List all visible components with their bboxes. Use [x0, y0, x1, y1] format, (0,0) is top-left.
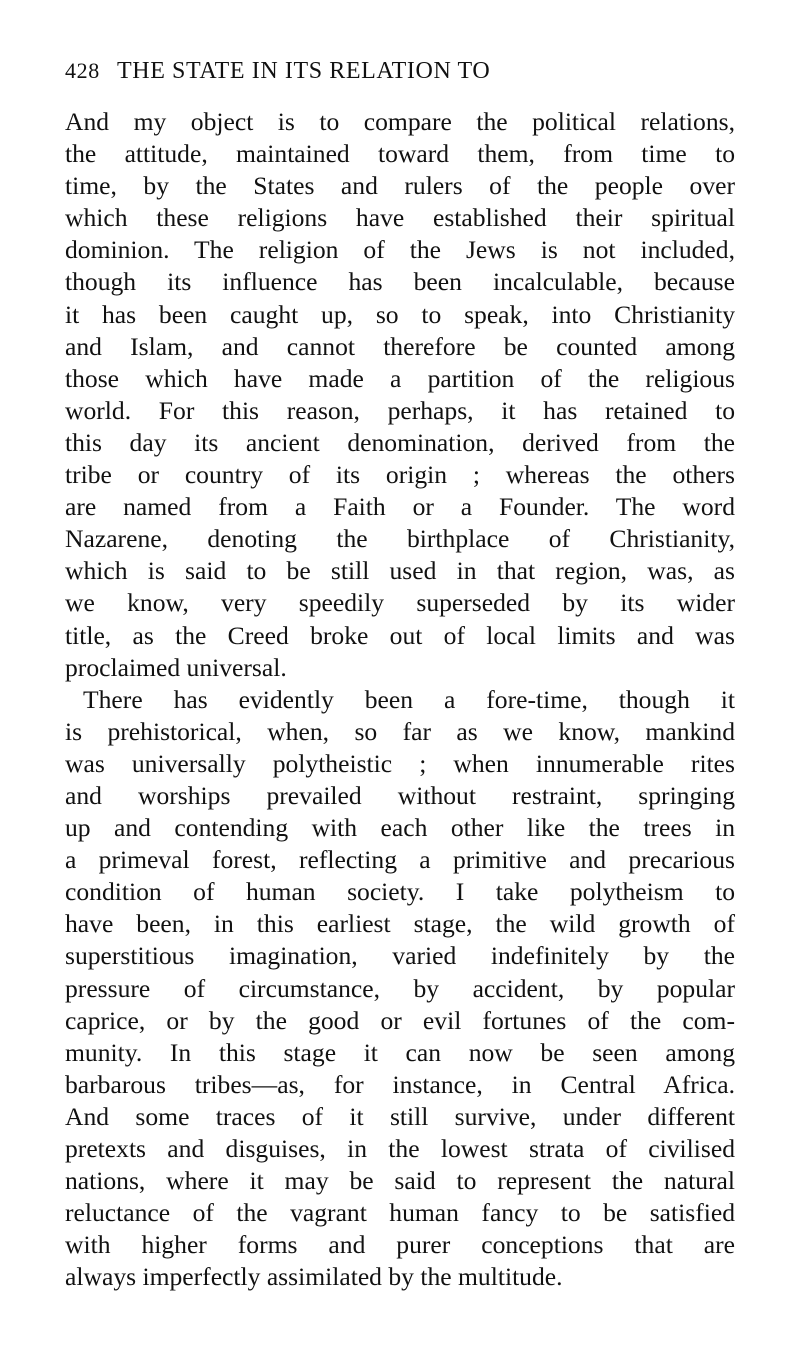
text-line: a primeval forest, reflecting a primitive and precarious: [65, 845, 735, 875]
text-line: pretexts and disguises, in the lowest strata of civilised: [65, 1134, 735, 1163]
text-line: though its influence has been incalculable, because: [65, 267, 735, 297]
text-line: reluctance of the vagrant human fancy to be satisfied: [65, 1198, 735, 1228]
text-line: this day its ancient denomination, derived from the: [65, 427, 735, 457]
text-line: title, as the Creed broke out of local limits and was: [65, 620, 735, 650]
text-line: caprice, or by the good or evil fortunes of the com-: [65, 1005, 735, 1035]
text-line: have been, in this earliest stage, the wild growth of: [65, 909, 735, 939]
text-line: it has been caught up, so to speak, into Christianity: [65, 299, 735, 329]
text-line: up and contending with each other like the trees in: [65, 813, 735, 843]
text-line: munity. In this stage it can now be seen among: [65, 1037, 735, 1067]
text-line: which these religions have established their spiritual: [65, 203, 735, 233]
text-line: There has evidently been a fore-time, though it: [83, 684, 735, 714]
text-line: condition of human society. I take polytheism to: [65, 877, 735, 907]
text-line: superstitious imagination, varied indefinitely by the: [65, 941, 735, 971]
text-line: dominion. The religion of the Jews is not included,: [65, 235, 735, 265]
text-line: world. For this reason, perhaps, it has retained to: [65, 395, 735, 425]
text-line: And my object is to compare the political relations,: [65, 107, 735, 136]
text-line: and Islam, and cannot therefore be counted among: [65, 331, 735, 361]
text-line: is prehistorical, when, so far as we know, mankind: [65, 716, 735, 746]
body-text: [65, 106, 735, 1293]
text-line: tribe or country of its origin ; whereas the others: [65, 460, 735, 490]
paragraph: [65, 106, 735, 684]
text-line: we know, very speedily superseded by its wider: [65, 588, 735, 618]
text-line: pressure of circumstance, by accident, by popular: [65, 973, 735, 1003]
text-line: those which have made a partition of the religious: [65, 363, 735, 393]
text-line: with higher forms and purer conceptions that are: [65, 1230, 735, 1260]
text-line: the attitude, maintained toward them, from time to: [65, 139, 735, 169]
text-line: and worships prevailed without restraint, springing: [65, 780, 735, 810]
page-number: 428: [65, 58, 100, 83]
text-line: time, by the States and rulers of the people over: [65, 171, 735, 201]
text-line: nations, where it may be said to represent the natural: [65, 1166, 735, 1196]
running-title: THE STATE IN ITS RELATION TO: [117, 58, 491, 84]
text-line: barbarous tribes—as, for instance, in Central Africa.: [65, 1069, 735, 1099]
text-line: are named from a Faith or a Founder. The word: [65, 492, 735, 522]
text-line: was universally polytheistic ; when innumerable rites: [65, 748, 735, 778]
text-line: Nazarene, denoting the birthplace of Christianity,: [65, 524, 735, 554]
paragraph: [65, 684, 735, 1294]
text-line: And some traces of it still survive, under different: [65, 1101, 735, 1131]
running-head: [65, 58, 735, 92]
text-line: always imperfectly assimilated by the multitude.: [65, 1262, 563, 1292]
text-line: which is said to be still used in that region, was, as: [65, 556, 735, 586]
book-page: [65, 58, 735, 1293]
text-line: proclaimed universal.: [65, 652, 287, 682]
